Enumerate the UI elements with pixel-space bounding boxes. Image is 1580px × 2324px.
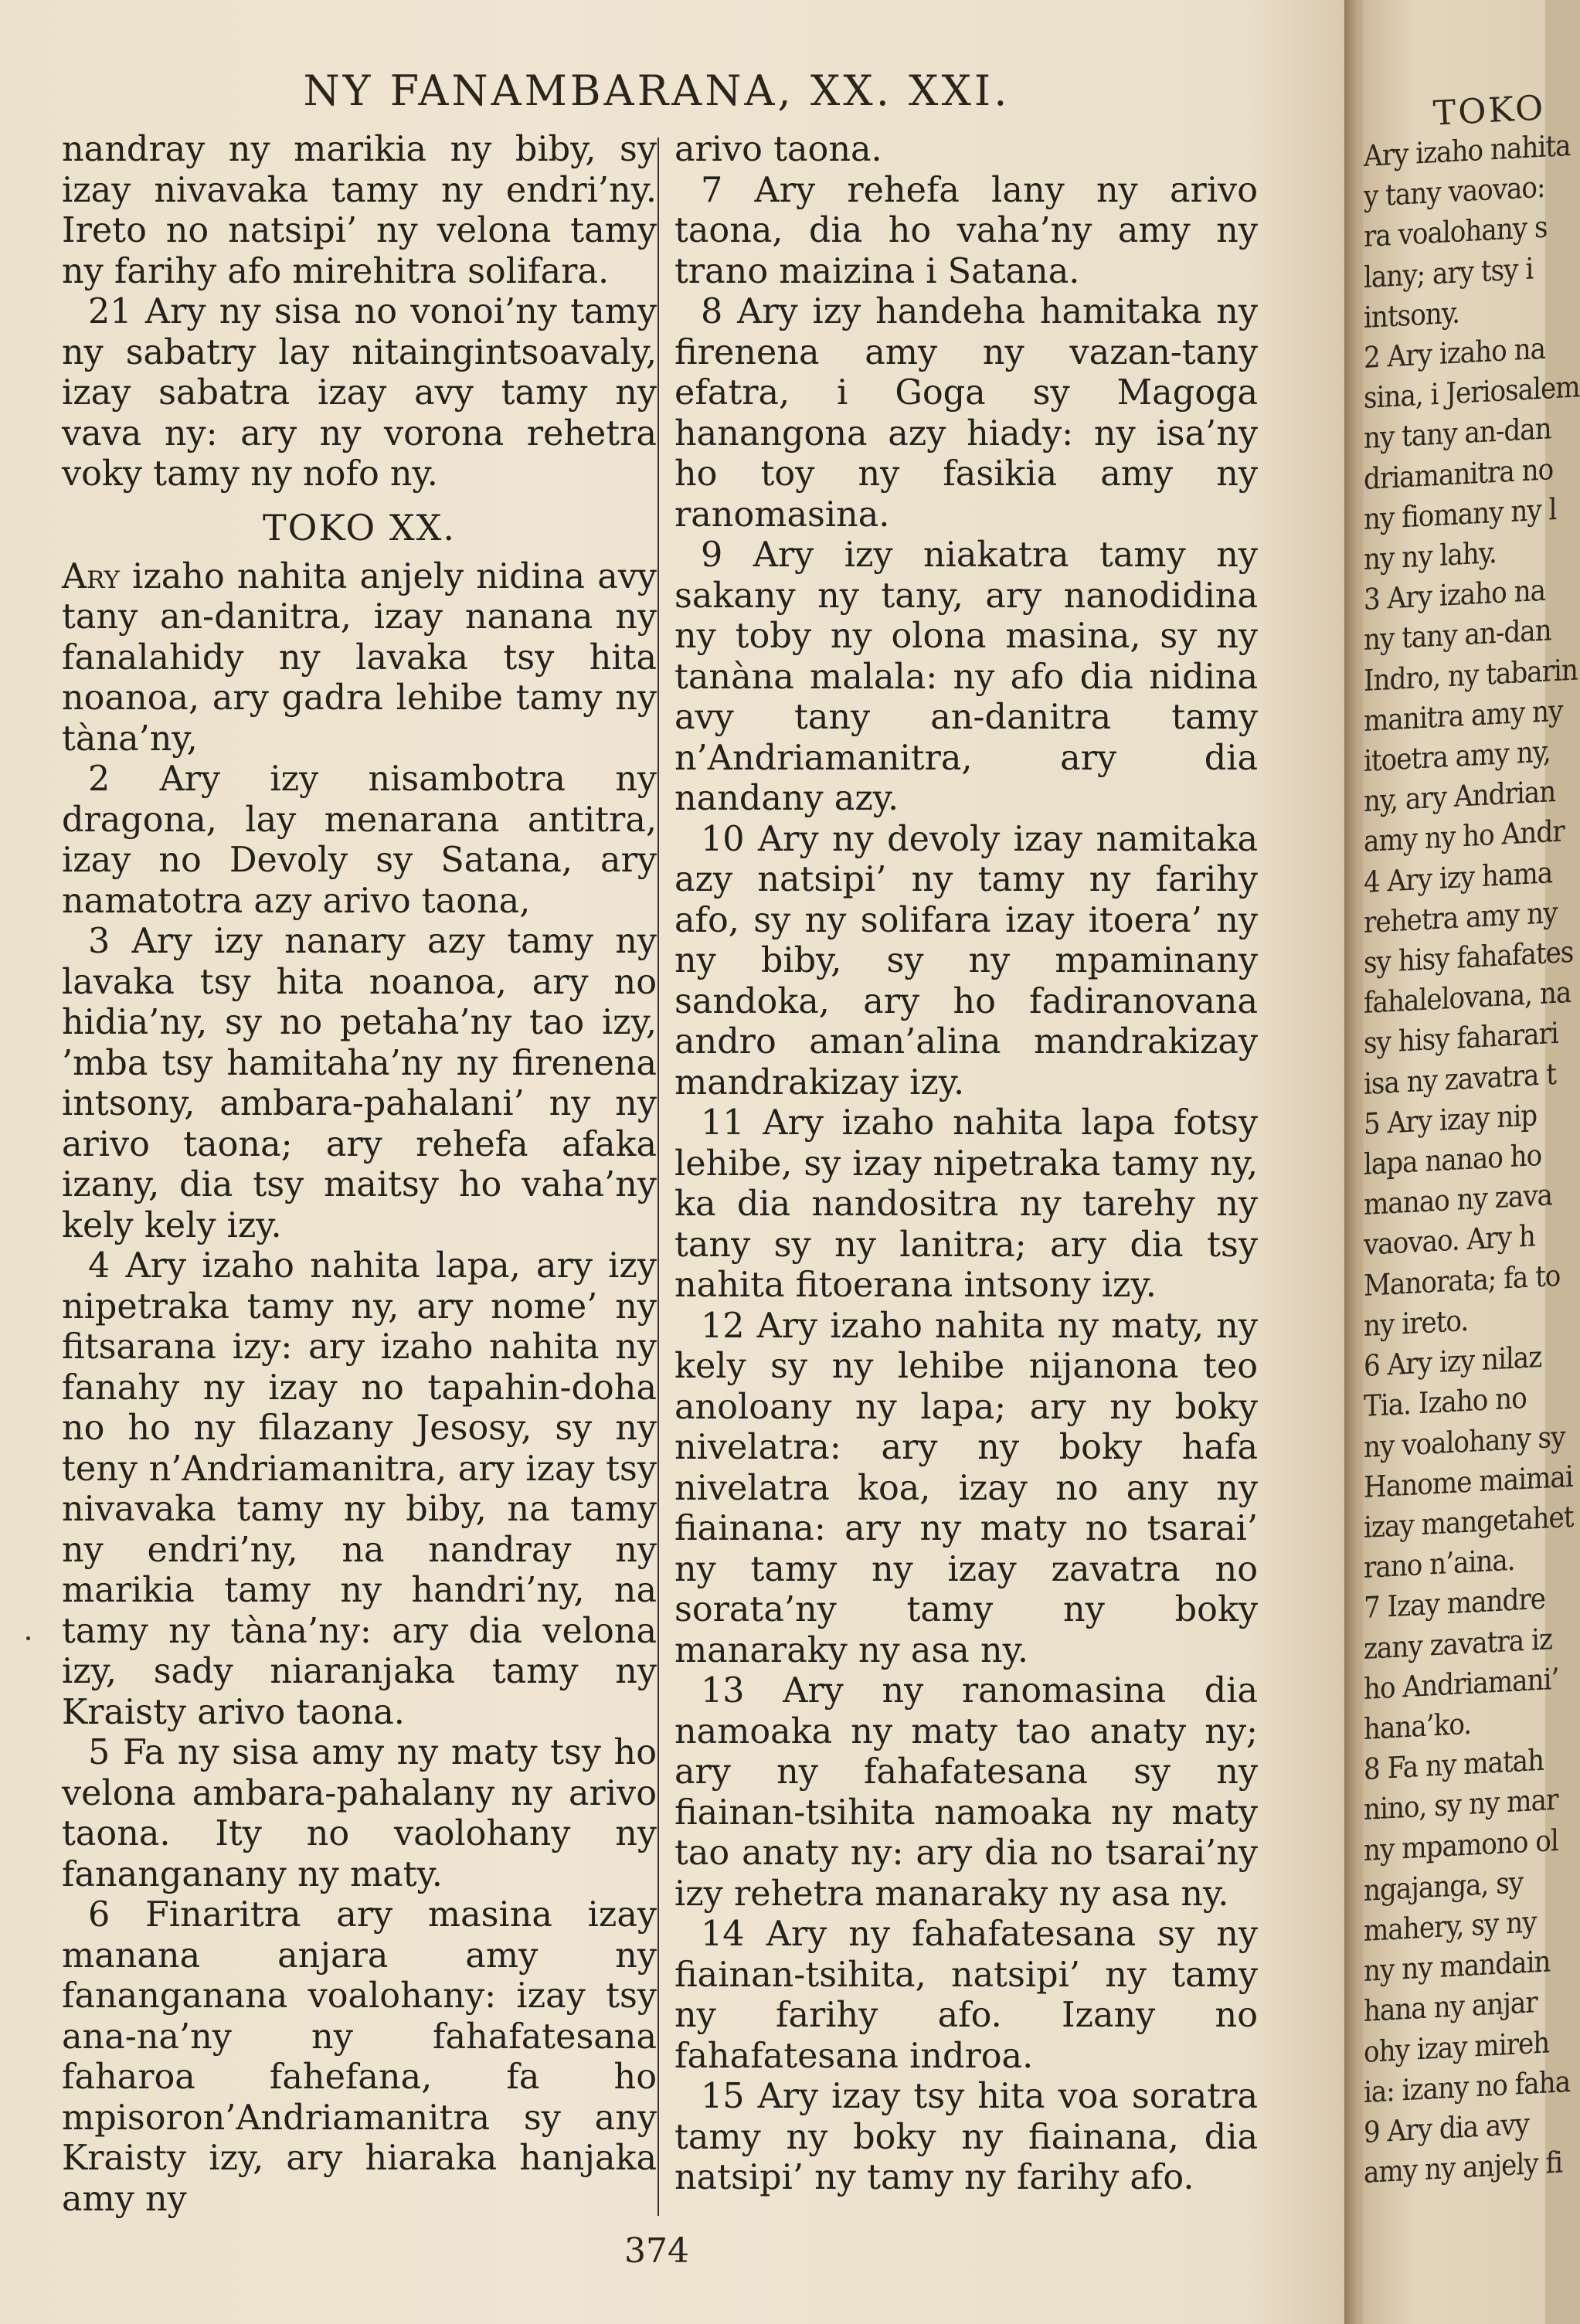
facing-line: hana ny anjar — [1364, 1985, 1538, 2029]
facing-line: Ary izaho nahita — [1364, 127, 1571, 173]
verse-5: 5 Fa ny sisa amy ny maty tsy ho velona ambara-pahalany ny arivo taona. Ity no vaolohany ny fananganany ny maty. — [62, 1733, 657, 1894]
facing-line: lapa nanao ho — [1364, 1138, 1542, 1182]
verse-8: 8 Ary izy handeha hamitaka ny firenena amy ny vazan-tany efatra, i Goga sy Magoga hanangona azy hiady: ny isa’ny ho toy ny fasikia amy ny ranomasina. — [674, 292, 1258, 535]
facing-line: ny ny mandain — [1364, 1944, 1551, 1989]
verse-9: 9 Ary izy niakatra tamy ny sakany ny tany, ary nanodidina ny toby ny olona masina, sy ny tanàna malala: ny afo dia nidina avy tany an-danitra tamy n’Andriamanitra, ary dia nandany azy. — [674, 535, 1258, 818]
facing-line: 8 Fa ny matah — [1364, 1742, 1544, 1787]
text-column-right — [674, 130, 1258, 2199]
facing-line: zany zavatra iz — [1364, 1621, 1552, 1666]
facing-line: ngajanga, sy — [1364, 1864, 1524, 1908]
verse-11: 11 Ary izaho nahita lapa fotsy lehibe, sy izay nipetraka tamy ny, ka dia nandositra ny tarehy ny tany sy ny lanitra; ary dia tsy nahita fitoerana intsony izy. — [674, 1103, 1258, 1305]
facing-running-head: TOKO — [1432, 88, 1547, 134]
facing-line: 2 Ary izaho na — [1364, 331, 1545, 375]
facing-line: driamanitra no — [1364, 451, 1554, 496]
facing-line: ny fiomany ny l — [1364, 491, 1557, 536]
facing-line: ia: izany no faha — [1364, 2064, 1571, 2109]
facing-line: ra voalohany s — [1364, 209, 1548, 254]
column-rule — [657, 138, 659, 2216]
facing-line: 6 Ary izy nilaz — [1364, 1340, 1542, 1384]
verse-21: 21 Ary ny sisa no vonoi’ny tamy ny sabatry lay nitaingintsoavaly, izay sabatra izay avy tamy ny vava ny: ary ny vorona rehetra voky tamy ny nofo ny. — [62, 292, 657, 494]
facing-line: Hanome maimai — [1364, 1459, 1573, 1504]
facing-line: 3 Ary izaho na — [1364, 573, 1545, 617]
facing-line: ny ireto. — [1364, 1303, 1469, 1343]
verse-6: 6 Finaritra ary masina izay manana anjara amy ny fananganana voalohany: izay tsy ana-na’ny ny fahafatesana faharoa fahefana, fa ho mpisoron’Andriamanitra sy any Kraisty izy, ary hiaraka hanjaka amy ny — [62, 1895, 657, 2219]
verse-1-lead: Ary — [62, 556, 120, 596]
facing-line: ho Andriamani’ — [1364, 1661, 1559, 1706]
facing-line: 4 Ary izy hama — [1364, 855, 1553, 899]
verse-continuation: nandray ny marikia ny biby, sy izay nivavaka tamy ny endri’ny. Ireto no natsipi’ ny velona tamy ny farihy afo mirehitra solifara. — [62, 130, 657, 291]
facing-line: nino, sy ny mar — [1364, 1782, 1558, 1827]
page-number: 374 — [624, 2231, 689, 2271]
facing-line: 9 Ary dia avy — [1364, 2106, 1529, 2149]
facing-line: amy ny ho Andr — [1364, 814, 1565, 859]
facing-line: amy ny anjely fi — [1364, 2145, 1563, 2190]
facing-line: manao ny zava — [1364, 1177, 1552, 1222]
facing-line: Tia. Izaho no — [1364, 1381, 1527, 1424]
facing-line: 7 Izay mandre — [1364, 1582, 1545, 1626]
verse-15: 15 Ary izay tsy hita voa soratra tamy ny boky ny fiainana, dia natsipi’ ny tamy ny farihy afo. — [674, 2077, 1258, 2197]
facing-line: ny ny lahy. — [1364, 535, 1497, 577]
facing-line: isa ny zavatra t — [1364, 1056, 1556, 1101]
facing-text-fragment — [1364, 125, 1580, 2193]
chapter-heading: TOKO XX. — [263, 506, 456, 549]
verse-1-text: izaho nahita anjely nidina avy tany an-danitra, izay nanana ny fanalahidy ny lavaka tsy hita noanoa, ary gadra lehibe tamy ny tàna’ny, — [62, 556, 657, 759]
book-page-right-edge — [1364, 0, 1580, 2324]
facing-line: rano n’aina. — [1364, 1542, 1515, 1585]
verse-4: 4 Ary izaho nahita lapa, ary izy nipetraka tamy ny, ary nome’ ny fitsarana izy: ary izaho nahita ny fanahy ny izay no tapahin-doha no ho ny filazany Jesosy, sy ny teny n’Andriamanitra, ary izay tsy nivavaka tamy ny biby, na tamy ny endri’ny, na nandray ny marikia tamy ny handri’ny, na tamy ny tàna’ny: ary dia velona izy, sady niaranjaka tamy ny Kraisty arivo taona. — [62, 1246, 657, 1732]
facing-line: rehetra amy ny — [1364, 895, 1558, 939]
facing-line: izay mangetahet — [1364, 1499, 1574, 1544]
facing-line: vaovao. Ary h — [1364, 1218, 1535, 1262]
verse-7: 7 Ary rehefa lany ny arivo taona, dia ho vaha’ny amy ny trano maizina i Satana. — [674, 170, 1258, 291]
running-head: NY FANAMBARANA, XX. XXI. — [303, 66, 1011, 115]
facing-line: 5 Ary izay nip — [1364, 1098, 1538, 1141]
verse-3: 3 Ary izy nanary azy tamy ny lavaka tsy hita noanoa, ary no hidia’ny, sy no petaha’ny tao izy, ’mba tsy hamitaha’ny ny firenena intsony, ambara-pahalani’ ny ny arivo taona; ary rehefa afaka izany, dia tsy maitsy ho vaha’ny kely kely izy. — [62, 922, 657, 1245]
facing-line: mahery, sy ny — [1364, 1904, 1537, 1948]
facing-line: hana’ko. — [1364, 1706, 1472, 1746]
facing-line: sy hisy faharari — [1364, 1016, 1558, 1061]
facing-line: ny, ary Andrian — [1364, 774, 1556, 819]
facing-line: lany; ary tsy i — [1364, 251, 1534, 294]
facing-line: y tany vaovao: — [1364, 169, 1545, 214]
verse-13: 13 Ary ny ranomasina dia namoaka ny maty tao anaty ny; ary ny fahafatesana sy ny fiainan-tsihita namoaka ny maty tao anaty ny: ary dia no tsarai’ny izy rehetra manaraky ny asa ny. — [674, 1671, 1258, 1914]
facing-line: ny mpamono ol — [1364, 1823, 1558, 1867]
facing-line: ny tany an-dan — [1364, 613, 1551, 657]
facing-line: fahalelovana, na — [1364, 975, 1572, 1021]
facing-line: ny tany an-dan — [1364, 411, 1551, 456]
verse-2: 2 Ary izy nisambotra ny dragona, lay menarana antitra, izay no Devoly sy Satana, ary namatotra azy arivo taona, — [62, 759, 657, 921]
verse-12: 12 Ary izaho nahita ny maty, ny kely sy ny lehibe nijanona teo anoloany ny lapa; ary ny boky nivelatra: ary ny boky hafa nivelatra koa, izay no any ny fiainana: ary ny maty no tsarai’ ny tamy ny izay zavatra no sorata’ny tamy ny boky manaraky ny asa ny. — [674, 1306, 1258, 1670]
facing-line: ny voalohany sy — [1364, 1419, 1565, 1464]
facing-line: itoetra amy ny, — [1364, 734, 1551, 779]
facing-line: sy hisy fahafates — [1364, 934, 1574, 980]
text-column-left — [62, 130, 657, 2220]
facing-line: Manorata; fa to — [1364, 1258, 1561, 1303]
verse-continuation: arivo taona. — [674, 130, 882, 169]
facing-line: sina, i Jeriosalem — [1364, 369, 1580, 416]
facing-line: ohy izay mireh — [1364, 2024, 1550, 2069]
verse-14: 14 Ary ny fahafatesana sy ny fiainan-tsihita, natsipi’ ny tamy ny farihy afo. Izany no fahafatesana indroa. — [674, 1915, 1258, 2076]
verse-10: 10 Ary ny devoly izay namitaka azy natsipi’ ny tamy ny farihy afo, sy ny solifara izay itoera’ ny ny biby, sy ny mpaminany sandoka, ary ho fadiranovana andro aman’alina mandrakizay mandrakizay izy. — [674, 819, 1258, 1103]
facing-line: intsony. — [1364, 295, 1459, 335]
ink-speck — [26, 1636, 30, 1640]
verse-1 — [62, 557, 657, 760]
facing-line: Indro, ny tabarin — [1364, 652, 1578, 698]
facing-line: manitra amy ny — [1364, 693, 1563, 738]
